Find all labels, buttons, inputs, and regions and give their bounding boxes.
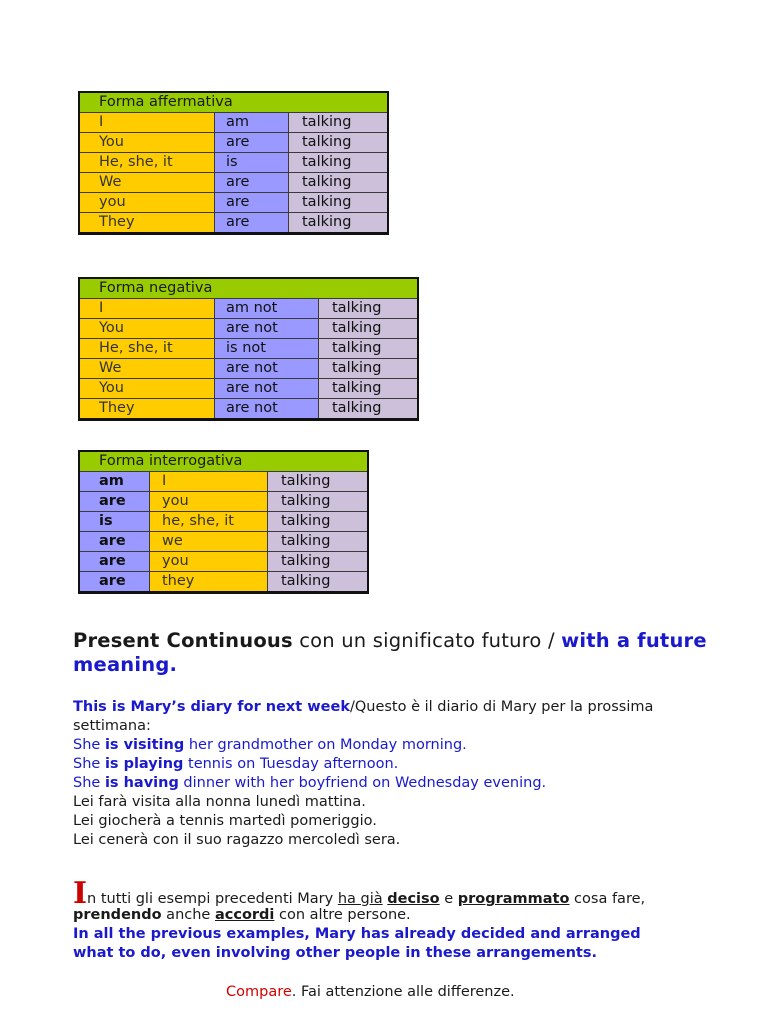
- table-row: [79, 319, 418, 339]
- table-row: [79, 552, 368, 572]
- auxiliary-cell: are not: [215, 399, 319, 420]
- affirmative-form-table: [78, 91, 389, 235]
- diary-line: [73, 755, 733, 774]
- verb-cell: talking: [319, 399, 419, 420]
- table-row: [79, 532, 368, 552]
- drop-cap: I: [73, 876, 88, 911]
- diary-lead: This is Mary’s diary for next week: [73, 699, 350, 715]
- diary-lead-rest: /Questo è il diario di Mary per la prossima settimana:: [73, 699, 654, 734]
- diary-rest: tennis on Tuesday afternoon.: [183, 756, 399, 772]
- table-row: [79, 339, 418, 359]
- table-row: [79, 193, 388, 213]
- auxiliary-cell: is: [215, 153, 289, 173]
- diary-subject: She: [73, 737, 105, 753]
- pronoun-cell: We: [79, 359, 215, 379]
- verb-cell: talking: [289, 113, 389, 133]
- note-text: anche: [161, 907, 215, 923]
- pronoun-cell: you: [150, 492, 268, 512]
- diary-subject: She: [73, 775, 105, 791]
- diary-subject: She: [73, 756, 105, 772]
- heading-middle: con un significato futuro /: [292, 629, 562, 652]
- verb-cell: talking: [268, 512, 369, 532]
- pronoun-cell: you: [150, 552, 268, 572]
- verb-cell: talking: [289, 153, 389, 173]
- diary-verb: is visiting: [104, 737, 185, 753]
- pronoun-cell: you: [79, 193, 215, 213]
- auxiliary-cell: are: [215, 213, 289, 234]
- verb-cell: talking: [268, 572, 369, 593]
- verb-cell: talking: [319, 319, 419, 339]
- verb-cell: talking: [268, 552, 369, 572]
- note-underlined: deciso: [387, 891, 440, 907]
- table-row: [79, 572, 368, 593]
- auxiliary-cell: are: [215, 193, 289, 213]
- auxiliary-cell: am not: [215, 299, 319, 319]
- table-row: [79, 359, 418, 379]
- pronoun-cell: He, she, it: [79, 153, 215, 173]
- verb-cell: talking: [319, 379, 419, 399]
- pronoun-cell: They: [79, 399, 215, 420]
- note-text: cosa fare,: [569, 891, 646, 907]
- table-row: [79, 472, 368, 492]
- note-line-2: [73, 906, 733, 925]
- negative-form-table: [78, 277, 419, 421]
- verb-cell: talking: [289, 133, 389, 153]
- table-row: [79, 299, 418, 319]
- table-row: [79, 399, 418, 420]
- auxiliary-cell: are not: [215, 379, 319, 399]
- table-header: Forma negativa: [79, 278, 418, 299]
- italian-line: Lei farà visita alla nonna lunedì mattina.: [73, 794, 366, 810]
- note-bold: prendendo: [73, 907, 162, 923]
- pronoun-cell: He, she, it: [79, 339, 215, 359]
- italian-line: Lei giocherà a tennis martedì pomeriggio.: [73, 813, 377, 829]
- verb-cell: talking: [289, 193, 389, 213]
- verb-cell: talking: [268, 472, 369, 492]
- note-underlined: programmato: [457, 891, 570, 907]
- auxiliary-cell: is not: [215, 339, 319, 359]
- diary-intro: [73, 698, 733, 736]
- auxiliary-cell: are: [79, 492, 150, 512]
- verb-cell: talking: [319, 339, 419, 359]
- diary-line: [73, 774, 733, 793]
- note-text: con altre persone.: [274, 907, 411, 923]
- table-row: [79, 492, 368, 512]
- auxiliary-cell: are not: [215, 319, 319, 339]
- verb-cell: talking: [289, 213, 389, 234]
- pronoun-cell: he, she, it: [150, 512, 268, 532]
- diary-rest: her grandmother on Monday morning.: [184, 737, 467, 753]
- italian-line: Lei cenerà con il suo ragazzo mercoledì sera.: [73, 832, 401, 848]
- diary-verb: is playing: [104, 756, 184, 772]
- auxiliary-cell: am: [79, 472, 150, 492]
- auxiliary-cell: am: [215, 113, 289, 133]
- section-heading: [73, 629, 713, 677]
- table-row: [79, 379, 418, 399]
- pronoun-cell: I: [150, 472, 268, 492]
- pronoun-cell: We: [79, 173, 215, 193]
- diary-verb: is having: [104, 775, 179, 791]
- table-row: [79, 173, 388, 193]
- note-underlined: accordi: [214, 907, 275, 923]
- auxiliary-cell: are: [215, 173, 289, 193]
- auxiliary-cell: are: [215, 133, 289, 153]
- pronoun-cell: You: [79, 319, 215, 339]
- pronoun-cell: I: [79, 113, 215, 133]
- pronoun-cell: You: [79, 133, 215, 153]
- auxiliary-cell: are: [79, 572, 150, 593]
- table-row: [79, 133, 388, 153]
- note-text: e: [439, 891, 458, 907]
- auxiliary-cell: is: [79, 512, 150, 532]
- verb-cell: talking: [268, 492, 369, 512]
- note-text: n tutti gli esempi precedenti Mary: [87, 891, 338, 907]
- diary-line: [73, 736, 733, 755]
- verb-cell: talking: [289, 173, 389, 193]
- pronoun-cell: I: [79, 299, 215, 319]
- verb-cell: talking: [319, 359, 419, 379]
- compare-label: Compare: [226, 984, 292, 1000]
- heading-blue: with a future meaning.: [73, 629, 707, 676]
- table-row: [79, 113, 388, 133]
- interrogative-form-table: [78, 450, 369, 594]
- table-row: [79, 512, 368, 532]
- diary-rest: dinner with her boyfriend on Wednesday evening.: [178, 775, 547, 791]
- compare-line: [226, 983, 626, 1002]
- note-english: In all the previous examples, Mary has already decided and arranged what to do, even involving other people in these arrangements.: [73, 926, 641, 961]
- auxiliary-cell: are not: [215, 359, 319, 379]
- note-underlined: ha già: [337, 891, 383, 907]
- heading-bold: Present Continuous: [73, 629, 293, 652]
- pronoun-cell: They: [79, 213, 215, 234]
- compare-text: . Fai attenzione alle differenze.: [291, 984, 515, 1000]
- verb-cell: talking: [268, 532, 369, 552]
- auxiliary-cell: are: [79, 532, 150, 552]
- auxiliary-cell: are: [79, 552, 150, 572]
- pronoun-cell: we: [150, 532, 268, 552]
- table-header: Forma affermativa: [79, 92, 388, 113]
- table-row: [79, 153, 388, 173]
- pronoun-cell: You: [79, 379, 215, 399]
- pronoun-cell: they: [150, 572, 268, 593]
- table-row: [79, 213, 388, 234]
- table-header: Forma interrogativa: [79, 451, 368, 472]
- verb-cell: talking: [319, 299, 419, 319]
